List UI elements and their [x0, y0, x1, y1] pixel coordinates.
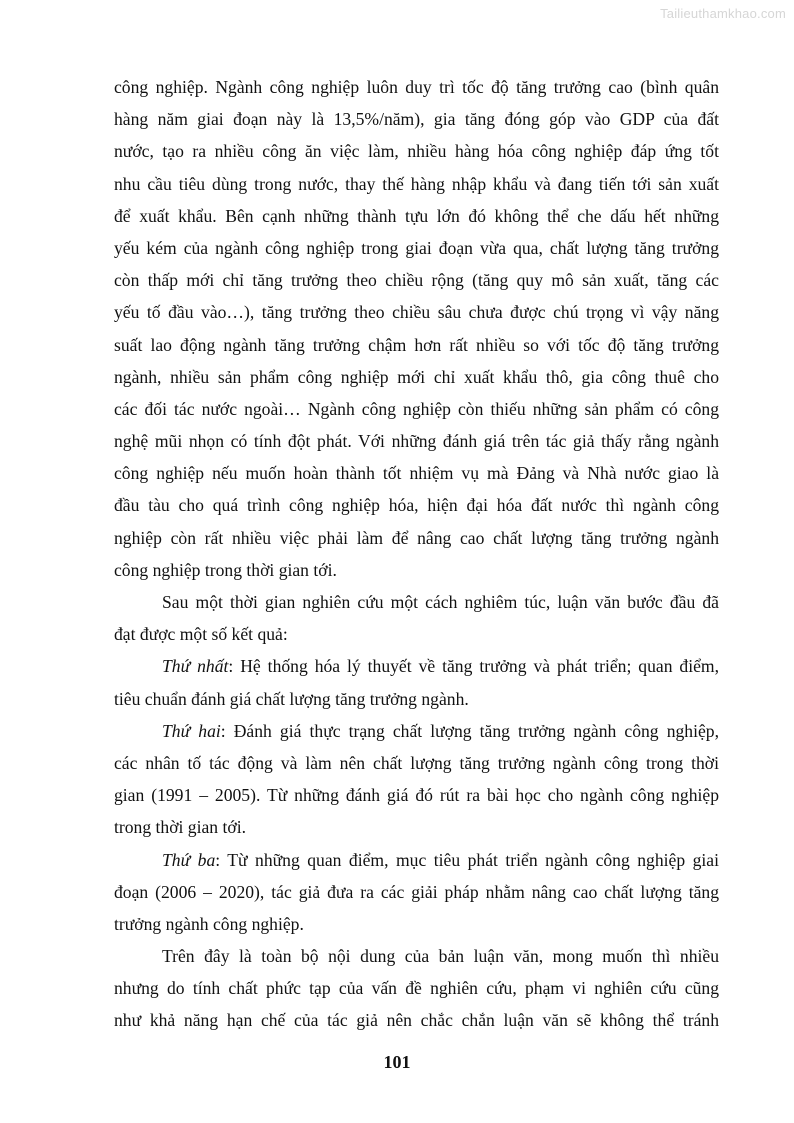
text-line: nhu cầu tiêu dùng trong nước, thay thế hàng nhập khẩu và đang tiến tới sản xuất — [114, 173, 719, 194]
list-item-first-line — [114, 715, 719, 747]
text-line: suất lao động ngành tăng trưởng chậm hơn rất nhiều so với tốc độ tăng trưởng — [114, 334, 719, 355]
text-line: để xuất khẩu. Bên cạnh những thành tựu lớn đó không thể che dấu hết những — [114, 205, 719, 226]
text-line: nghiệp còn rất nhiều việc phải làm để nâng cao chất lượng tăng trưởng ngành — [114, 527, 719, 548]
list-item-first-line — [114, 650, 719, 682]
text-line: hàng năm giai đoạn này là 13,5%/năm), gia tăng đóng góp vào GDP của đất — [114, 109, 719, 130]
item-text: : Hệ thống hóa lý thuyết về tăng trưởng và phát triển; quan điểm, — [228, 656, 719, 677]
text-line: công nghiệp. Ngành công nghiệp luôn duy trì tốc độ tăng trưởng cao (bình quân — [114, 77, 719, 97]
item-label: Thứ ba — [162, 849, 216, 870]
page-number: 101 — [383, 1052, 411, 1072]
text-line: đầu tàu cho quá trình công nghiệp hóa, hiện đại hóa đất nước thì ngành công — [114, 495, 719, 516]
text-line: đạt được một số kết quả: — [114, 624, 288, 645]
watermark: Tailieuthamkhao.com — [660, 6, 786, 21]
document-body — [114, 71, 719, 1037]
text-line: trưởng ngành công nghiệp. — [114, 913, 304, 934]
text-line: Trên đây là toàn bộ nội dung của bản luận văn, mong muốn thì nhiều — [162, 946, 719, 967]
item-text: : Từ những quan điểm, mục tiêu phát triển ngành công nghiệp giai — [215, 849, 719, 870]
text-line: các nhân tố tác động và làm nên chất lượng tăng trưởng ngành công trong thời — [114, 752, 719, 773]
text-line: gian (1991 – 2005). Từ những đánh giá đó rút ra bài học cho ngành công nghiệp — [114, 785, 719, 806]
text-line: công nghiệp trong thời gian tới. — [114, 559, 337, 580]
text-line: yếu tố đầu vào…), tăng trưởng theo chiều sâu chưa được chú trọng vì vậy năng — [114, 302, 719, 323]
text-line: như khả năng hạn chế của tác giả nên chắc chắn luận văn sẽ không thể tránh — [114, 1010, 719, 1031]
text-line: tiêu chuẩn đánh giá chất lượng tăng trưởng ngành. — [114, 688, 469, 709]
text-line: công nghiệp nếu muốn hoàn thành tốt nhiệm vụ mà Đảng và Nhà nước giao là — [114, 463, 719, 484]
text-line: đoạn (2006 – 2020), tác giả đưa ra các giải pháp nhằm nâng cao chất lượng tăng — [114, 881, 719, 902]
text-line: ngành, nhiều sản phẩm công nghiệp mới chỉ xuất khẩu thô, gia công thuê cho — [114, 366, 719, 387]
text-line: trong thời gian tới. — [114, 817, 246, 838]
list-item-first-line — [114, 844, 719, 876]
item-label: Thứ hai — [162, 720, 221, 741]
text-line: nghệ mũi nhọn có tính đột phát. Với những đánh giá trên tác giả thấy rằng ngành — [114, 431, 719, 452]
item-label: Thứ nhất — [162, 656, 229, 677]
text-line: yếu kém của ngành công nghiệp trong giai đoạn vừa qua, chất lượng tăng trưởng — [114, 237, 719, 258]
text-line: còn thấp mới chỉ tăng trưởng theo chiều rộng (tăng quy mô sản xuất, tăng các — [114, 270, 719, 291]
text-line: nhưng do tính chất phức tạp của vấn đề nghiên cứu, phạm vi nghiên cứu cũng — [114, 978, 719, 999]
text-line: Sau một thời gian nghiên cứu một cách nghiêm túc, luận văn bước đầu đã — [162, 592, 719, 612]
text-line: nước, tạo ra nhiều công ăn việc làm, nhiều hàng hóa công nghiệp đáp ứng tốt — [114, 141, 719, 162]
text-line: các đối tác nước ngoài… Ngành công nghiệp còn thiếu những sản phẩm có công — [114, 398, 719, 419]
item-text: : Đánh giá thực trạng chất lượng tăng trưởng ngành công nghiệp, — [220, 720, 719, 741]
